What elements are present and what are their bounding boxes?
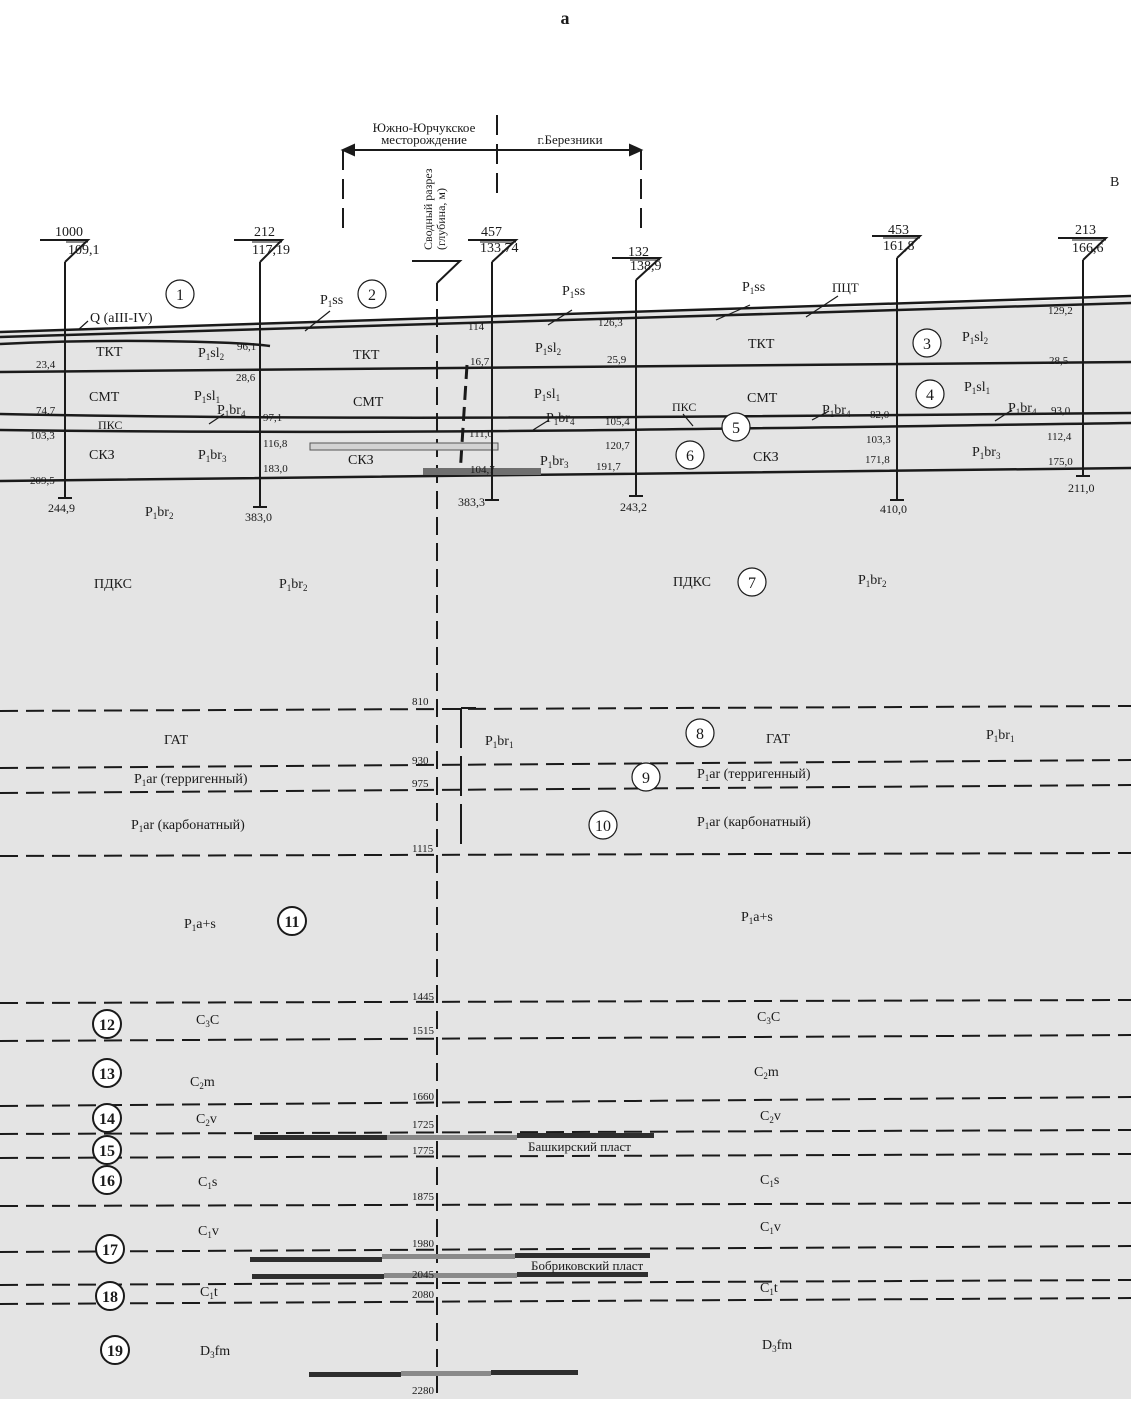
smt-label: СМТ — [89, 390, 120, 405]
strat-index: $C_2v$ — [196, 1112, 217, 1128]
well-number: 212 — [254, 225, 275, 240]
strat-index: $C_3C$ — [757, 1010, 781, 1026]
depth-mark: 16,7 — [470, 356, 490, 368]
tkt-label: ТКТ — [96, 345, 123, 360]
strat-index: $P_1sl_1$ — [194, 389, 221, 405]
depth-mark: 112,4 — [1047, 431, 1072, 443]
city-label: г.Березники — [537, 132, 603, 147]
strat-index: $P_1sl_2$ — [535, 341, 562, 357]
strat-index: $P_1ss$ — [320, 293, 344, 309]
depth-mark: 111,0 — [469, 428, 493, 440]
ar-label: $P_1ar$ (терригенный) — [697, 767, 811, 783]
strat-index: $P_1sl_2$ — [962, 330, 989, 346]
depth-mark: 93,0 — [1051, 405, 1071, 417]
well-elevation: 161,8 — [883, 239, 915, 254]
depth-mark: 25,9 — [607, 354, 627, 366]
summary-depth: 1660 — [412, 1091, 434, 1103]
circle-marker — [278, 907, 306, 935]
summary-depth: 930 — [412, 755, 429, 767]
gat-label: ГАТ — [766, 732, 791, 747]
depth-mark: 183,0 — [263, 463, 288, 475]
strat-index: $P_1br_1$ — [485, 734, 514, 750]
depth-mark: 103,3 — [866, 434, 891, 446]
strat-index: $P_1br_4$ — [1008, 401, 1037, 417]
deposit-label-1: Южно-Юрчукское — [372, 120, 476, 135]
summary-depth: 1775 — [412, 1145, 434, 1157]
figure-letter: а — [560, 8, 570, 28]
well-elevation: 138,9 — [630, 259, 662, 274]
q-label: Q (aIII-IV) — [90, 311, 153, 326]
strat-index: $P_1br_4$ — [546, 411, 575, 427]
strat-index: $P_1ss$ — [742, 280, 766, 296]
circle-number: 3 — [923, 336, 931, 353]
circle-number: 11 — [284, 914, 300, 931]
depth-mark: 23,4 — [36, 359, 56, 371]
skz-label: СКЗ — [348, 453, 374, 468]
summary-depth: 1445 — [412, 991, 434, 1003]
circle-marker — [358, 280, 386, 308]
pdks-label: ПДКС — [94, 577, 132, 592]
strat-index: $C_1v$ — [198, 1224, 219, 1240]
strat-index: $C_1v$ — [760, 1220, 781, 1236]
circle-marker — [722, 413, 750, 441]
summary-label-1: Сводный разрез — [421, 168, 435, 250]
circle-number: 18 — [102, 1289, 118, 1306]
well-number: 132 — [628, 245, 649, 260]
strat-index: $C_1t$ — [760, 1281, 778, 1297]
circle-marker — [93, 1104, 121, 1132]
circle-marker — [686, 719, 714, 747]
strat-index: $P_1br_4$ — [217, 403, 246, 419]
strat-index: $P_1sl_2$ — [198, 346, 225, 362]
smt-label: СМТ — [747, 391, 778, 406]
circle-number: 5 — [732, 420, 740, 437]
strat-index: $C_3C$ — [196, 1013, 220, 1029]
strat-index: $P_1ss$ — [562, 284, 586, 300]
well-header-underlines — [66, 238, 1106, 260]
ar-label: $P_1ar$ (карбонатный) — [131, 818, 245, 834]
strat-index: $D_3fm$ — [200, 1344, 231, 1360]
circle-marker — [93, 1136, 121, 1164]
circle-number: 19 — [107, 1343, 123, 1360]
circle-number: 6 — [686, 448, 694, 465]
strat-index: $C_1s$ — [760, 1173, 780, 1189]
strat-index: $P_1br_3$ — [972, 445, 1001, 461]
direction-label: В — [1110, 175, 1120, 190]
depth-mark: 191,7 — [596, 461, 621, 473]
strat-index: $P_1sl_1$ — [964, 380, 991, 396]
circle-number: 10 — [595, 818, 611, 835]
tkt-label: ТКТ — [353, 348, 380, 363]
well-elevation: 117,19 — [252, 243, 290, 258]
summary-depth: 1115 — [412, 843, 434, 855]
smt-label: СМТ — [353, 395, 384, 410]
well-number: 453 — [888, 223, 909, 238]
strat-index: $P_1sl_1$ — [534, 387, 561, 403]
depth-mark: 126,3 — [598, 317, 623, 329]
strat-index: $C_1s$ — [198, 1175, 218, 1191]
depth-mark: 105,4 — [605, 416, 630, 428]
strat-index: $P_1a+s$ — [184, 917, 216, 933]
deposit-label-2: месторождение — [381, 132, 467, 147]
well-bottom: 383,0 — [245, 510, 272, 524]
circle-marker — [916, 380, 944, 408]
strat-index: $P_1br_1$ — [986, 728, 1015, 744]
summary-label-2: (глубина, м) — [434, 187, 448, 250]
circle-number: 16 — [99, 1173, 115, 1190]
depth-mark: 82,0 — [870, 409, 890, 421]
summary-depth: 810 — [412, 696, 429, 708]
well-bottom: 244,9 — [48, 501, 75, 515]
well-bottom: 243,2 — [620, 500, 647, 514]
circle-marker — [96, 1282, 124, 1310]
depth-mark: 103,3 — [30, 430, 55, 442]
skz-label: СКЗ — [753, 450, 779, 465]
circle-number: 8 — [696, 726, 704, 743]
summary-depth: 975 — [412, 778, 429, 790]
summary-depth: 1725 — [412, 1119, 434, 1131]
circle-number: 9 — [642, 770, 650, 787]
pks-label: ПКС — [672, 400, 697, 414]
circle-number: 14 — [99, 1111, 115, 1128]
strat-index: $C_1t$ — [200, 1285, 218, 1301]
well-bottom: 211,0 — [1068, 481, 1095, 495]
ar-label: $P_1ar$ (терригенный) — [134, 772, 248, 788]
well-elevation: 166,6 — [1072, 241, 1104, 256]
circle-number: 1 — [176, 287, 184, 304]
summary-depth: 2045 — [412, 1269, 434, 1281]
depth-mark: 28,6 — [236, 372, 256, 384]
strat-index: $C_2m$ — [754, 1065, 779, 1081]
depth-mark: 114 — [468, 321, 485, 333]
circle-marker — [93, 1059, 121, 1087]
well-elevation: 109,1 — [68, 243, 100, 258]
circle-marker — [101, 1336, 129, 1364]
strat-index: $P_1a+s$ — [741, 910, 773, 926]
well-number: 1000 — [55, 225, 83, 240]
circle-number: 17 — [102, 1242, 118, 1259]
strat-index: $P_1br_2$ — [858, 573, 887, 589]
depth-mark: 96,1 — [237, 341, 257, 353]
depth-mark: 209,5 — [30, 475, 55, 487]
tkt-label: ТКТ — [748, 337, 775, 352]
depth-mark: 116,8 — [263, 438, 288, 450]
strat-index: $D_3fm$ — [762, 1338, 793, 1354]
well-number: 457 — [481, 225, 502, 240]
bashkir-seam-label: Башкирский пласт — [528, 1139, 631, 1154]
strat-index: $P_1br_3$ — [198, 448, 227, 464]
circle-number: 15 — [99, 1143, 115, 1160]
depth-mark: 74,7 — [36, 405, 56, 417]
pct-label: ПЦТ — [832, 280, 859, 295]
strat-index: $C_2v$ — [760, 1109, 781, 1125]
circle-number: 4 — [926, 387, 934, 404]
well-bottom: 410,0 — [880, 502, 907, 516]
depth-mark: 97,1 — [263, 412, 283, 424]
depth-mark: 175,0 — [1048, 456, 1073, 468]
circle-number: 7 — [748, 575, 756, 592]
circle-number: 13 — [99, 1066, 115, 1083]
summary-depth: 1980 — [412, 1238, 434, 1250]
strat-index: $P_1br_2$ — [279, 577, 308, 593]
summary-depth: 2280 — [412, 1385, 434, 1397]
circle-marker — [632, 763, 660, 791]
pks-label: ПКС — [98, 418, 123, 432]
circle-marker — [96, 1235, 124, 1263]
circle-marker — [589, 811, 617, 839]
bobrik-seam-label: Бобриковский пласт — [531, 1258, 644, 1273]
circle-marker — [93, 1010, 121, 1038]
ar-label: $P_1ar$ (карбонатный) — [697, 815, 811, 831]
depth-mark: 28,5 — [1049, 355, 1069, 367]
summary-depth: 1515 — [412, 1025, 434, 1037]
circle-marker — [166, 280, 194, 308]
well-bottom: 383,3 — [458, 495, 485, 509]
circle-marker — [93, 1166, 121, 1194]
strat-index: $P_1br_2$ — [145, 505, 174, 521]
depth-mark: 120,7 — [605, 440, 630, 452]
depth-mark: 171,8 — [865, 454, 890, 466]
circle-number: 2 — [368, 287, 376, 304]
circle-marker — [676, 441, 704, 469]
well-number: 213 — [1075, 223, 1096, 238]
strat-index: $C_2m$ — [190, 1075, 215, 1091]
strat-index: $P_1br_3$ — [540, 454, 569, 470]
pdks-label: ПДКС — [673, 575, 711, 590]
depth-mark: 129,2 — [1048, 305, 1073, 317]
summary-depth: 2080 — [412, 1289, 434, 1301]
circle-marker — [738, 568, 766, 596]
well-elevation: 133,74 — [480, 241, 519, 256]
strat-index: $P_1br_4$ — [822, 403, 851, 419]
gat-label: ГАТ — [164, 733, 189, 748]
circle-marker — [913, 329, 941, 357]
circle-number: 12 — [99, 1017, 115, 1034]
summary-depth: 1875 — [412, 1191, 434, 1203]
skz-label: СКЗ — [89, 448, 115, 463]
depth-mark: 104,7 — [470, 464, 495, 476]
